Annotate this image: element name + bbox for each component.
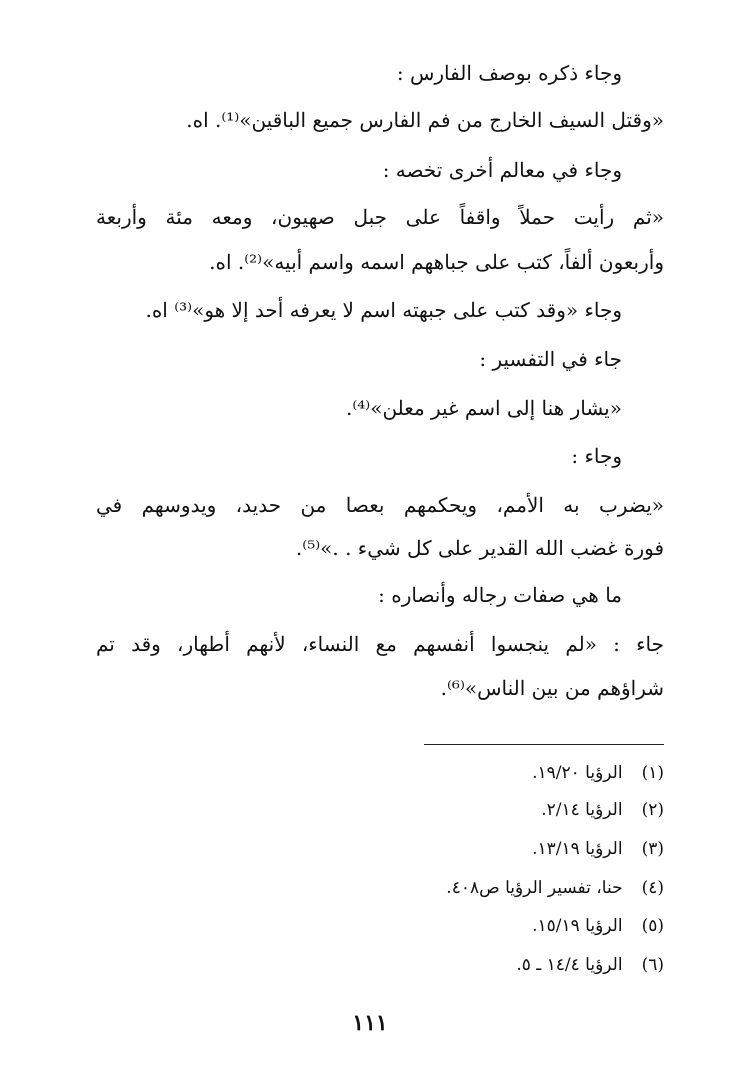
body-line-11: فورة غضب الله القدير على كل شيء . .»⁽⁵⁾. [295, 536, 664, 560]
footnote-number: (٣) [641, 839, 664, 859]
body-line-3: وجاء في معالم أخرى تخصه : [382, 158, 622, 182]
footnote-4 [446, 875, 664, 901]
footnote-separator [424, 744, 664, 745]
footnote-text: الرؤيا ١٣/١٩. [532, 839, 623, 859]
page-number: ١١١ [352, 1010, 388, 1036]
body-line-7: جاء في التفسير : [479, 347, 622, 371]
body-line-6: وجاء «وقد كتب على جبهته اسم لا يعرفه أحد إلا هو»⁽³⁾ اه. [145, 298, 622, 322]
body-line-9: وجاء : [571, 444, 622, 468]
footnote-number: (٦) [641, 955, 664, 975]
body-line-10: «يضرب به الأمم، ويحكمهم بعصا من حديد، ويدوسهم في [96, 493, 664, 517]
footnote-number: (٥) [641, 916, 664, 936]
footnote-text: الرؤيا ١٤/٤ ـ ٥. [516, 955, 623, 975]
footnote-number: (٢) [641, 800, 664, 820]
footnote-text: الرؤيا ٢/١٤. [541, 800, 623, 820]
footnote-1 [532, 760, 664, 786]
footnote-6 [516, 952, 664, 978]
footnote-2 [541, 797, 664, 823]
footnote-number: (١) [641, 763, 664, 783]
footnote-number: (٤) [641, 878, 664, 898]
body-line-5: وأربعون ألفاً، كتب على جباههم اسمه واسم أبيه»⁽²⁾. اه. [209, 250, 664, 274]
footnote-text: الرؤيا ١٩/٢٠. [532, 763, 623, 783]
footnote-text: الرؤيا ١٥/١٩. [532, 916, 623, 936]
body-line-2: «وقتل السيف الخارج من فم الفارس جميع الباقين»⁽¹⁾. اه. [186, 108, 664, 132]
body-line-12: ما هي صفات رجاله وأنصاره : [378, 583, 622, 607]
footnote-3 [532, 836, 664, 862]
footnote-5 [532, 913, 664, 939]
body-line-8: «يشار هنا إلى اسم غير معلن»⁽⁴⁾. [345, 396, 622, 420]
body-line-13: جاء : «لم ينجسوا أنفسهم مع النساء، لأنهم أطهار، وقد تم [96, 632, 664, 656]
body-line-4: «ثم رأيت حملاً واقفاً على جبل صهيون، ومعه مئة وأربعة [96, 205, 664, 229]
body-line-14: شراؤهم من بين الناس»⁽⁶⁾. [440, 676, 664, 700]
footnote-text: حنا، تفسير الرؤيا ص٤٠٨. [446, 878, 623, 898]
body-line-1: وجاء ذكره بوصف الفارس : [396, 61, 622, 85]
